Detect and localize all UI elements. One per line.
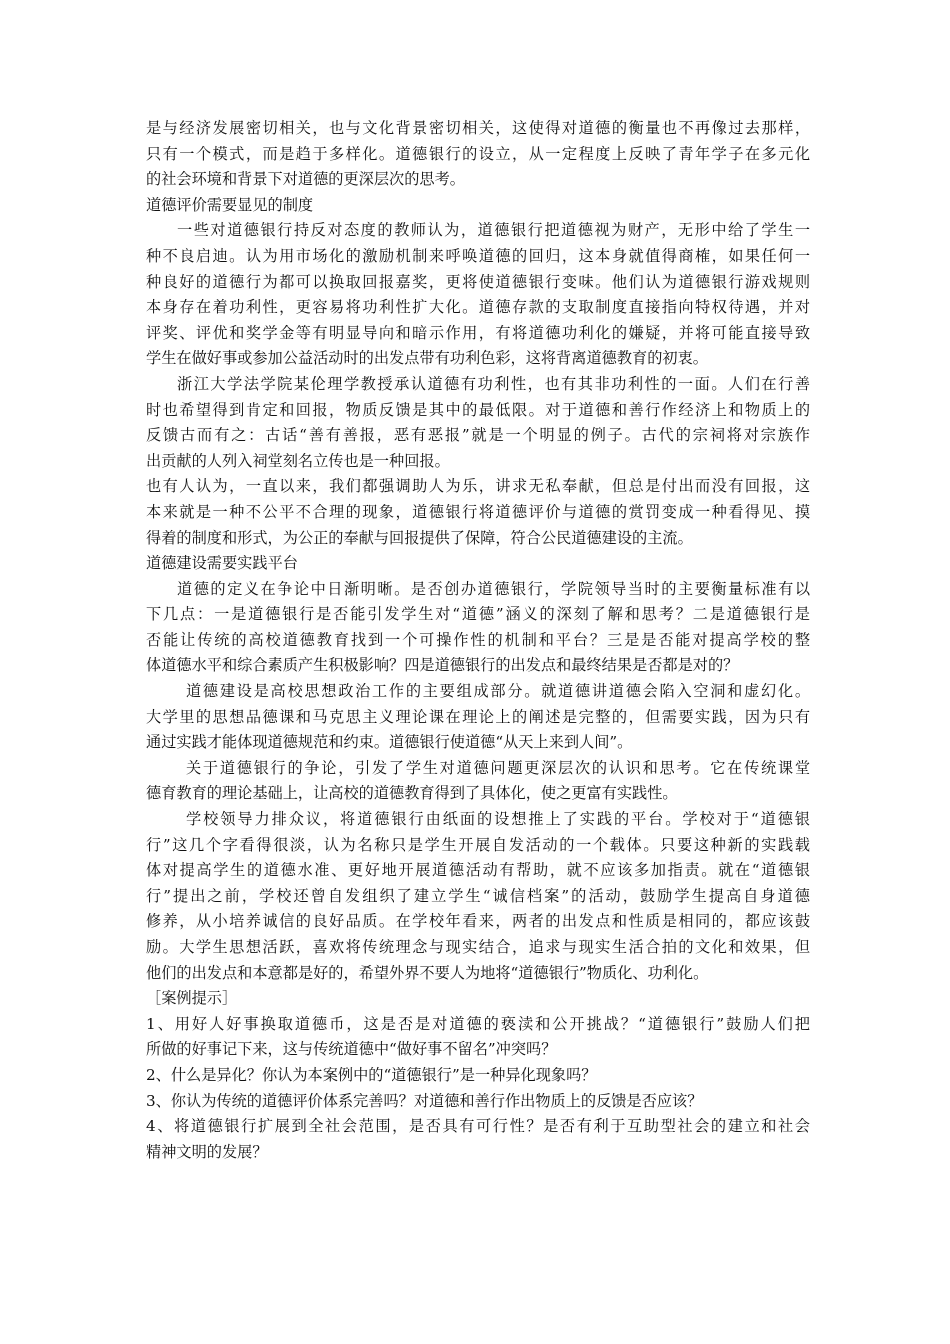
paragraph-7 — [146, 756, 810, 807]
text-line: 得着的制度和形式，为公正的奉献与回报提供了保障，符合公民道德建设的主流。 — [146, 528, 693, 547]
text-line: 种不良启迪。认为用市场化的激励机制来呼唤道德的回归，这本身就值得商榷，如果任何一 — [146, 246, 810, 265]
text-line: 学校领导力排众议，将道德银行由纸面的设想推上了实践的平台。学校对于“道德银 — [186, 810, 810, 829]
text-line: 本身存在着功利性，更容易将功利性扩大化。道德存款的支取制度直接指向特权待遇，并对 — [146, 298, 810, 317]
paragraph-3 — [146, 372, 810, 474]
case-heading: ［案例提示］ — [146, 989, 238, 1008]
text-line: 4、将道德银行扩展到全社会范围，是否具有可行性？是否有利于互助型社会的建立和社会 — [146, 1117, 810, 1136]
text-line: 所做的好事记下来，这与传统道德中“做好事不留名”冲突吗？ — [146, 1040, 557, 1059]
question-1 — [146, 1012, 810, 1063]
text-line: 一些对道德银行持反对态度的教师认为，道德银行把道德视为财产，无形中给了学生一 — [177, 221, 810, 240]
text-line: 大学里的思想品德课和马克思主义理论课在理论上的阐述是完整的，但需要实践，因为只有 — [146, 707, 810, 726]
text-line: 否能让传统的高校道德教育找到一个可操作性的机制和平台？三是是否能对提高学校的整 — [146, 630, 810, 649]
text-line: 体对提高学生的道德水准、更好地开展道德活动有帮助，就不应该多加指责。就在“道德银 — [146, 861, 810, 880]
text-line: 的社会环境和背景下对道德的更深层次的思考。 — [146, 170, 465, 189]
section-heading-1: 道德评价需要显见的制度 — [146, 195, 314, 214]
text-line: 只有一个模式，而是趋于多样化。道德银行的设立，从一定程度上反映了青年学子在多元化 — [146, 144, 810, 163]
question-2: 2、什么是异化？你认为本案例中的“道德银行”是一种异化现象吗？ — [146, 1065, 597, 1084]
document-body — [146, 116, 810, 1165]
question-3: 3、你认为传统的道德评价体系完善吗？对道德和善行作出物质上的反馈是否应该？ — [146, 1091, 703, 1110]
text-line: 通过实践才能体现道德规范和约束。道德银行使道德“从天上来到人间”。 — [146, 733, 633, 752]
text-line: 修养，从小培养诚信的良好品质。在学校年看来，两者的出发点和性质是相同的，都应该鼓 — [146, 912, 810, 931]
text-line: 精神文明的发展？ — [146, 1142, 268, 1161]
text-line: 本来就是一种不公平不合理的现象，道德银行将道德评价与道德的赏罚变成一种看得见、摸 — [146, 502, 810, 521]
text-line: 学生在做好事或参加公益活动时的出发点带有功利色彩，这将背离道德教育的初衷。 — [146, 349, 708, 368]
text-line: 是与经济发展密切相关，也与文化背景密切相关，这使得对道德的衡量也不再像过去那样， — [146, 119, 810, 137]
paragraph-4 — [146, 474, 810, 551]
text-line: 反馈古而有之：古话“善有善报，恶有恶报”就是一个明显的例子。古代的宗祠将对宗族作 — [146, 426, 810, 445]
text-line: 体道德水平和综合素质产生积极影响？四是道德银行的出发点和最终结果是否都是对的？ — [146, 656, 739, 675]
text-line: 行”这几个字看得很淡，认为名称只是学生开展自发活动的一个载体。只要这种新的实践载 — [146, 835, 810, 854]
text-line: 道德的定义在争论中日渐明晰。是否创办道德银行，学院领导当时的主要衡量标准有以 — [177, 579, 810, 598]
paragraph-8 — [146, 807, 810, 986]
text-line: 种良好的道德行为都可以换取回报嘉奖，更将使道德银行变味。他们认为道德银行游戏规则 — [146, 272, 810, 291]
question-4 — [146, 1114, 810, 1165]
section-heading-2: 道德建设需要实践平台 — [146, 554, 298, 573]
text-line: 出贡献的人列入祠堂刻名立传也是一种回报。 — [146, 451, 450, 470]
text-line: 也有人认为，一直以来，我们都强调助人为乐，讲求无私奉献，但总是付出而没有回报，这 — [146, 477, 810, 496]
paragraph-5 — [146, 577, 810, 679]
text-line: 道德建设是高校思想政治工作的主要组成部分。就道德讲道德会陷入空洞和虚幻化。 — [186, 682, 810, 701]
paragraph-6 — [146, 679, 810, 756]
text-line: 行”提出之前，学校还曾自发组织了建立学生“诚信档案”的活动，鼓励学生提高自身道德 — [146, 886, 810, 905]
paragraph-1 — [146, 116, 810, 193]
text-line: 时也希望得到肯定和回报，物质反馈是其中的最低限。对于道德和善行作经济上和物质上的 — [146, 400, 810, 419]
text-line: 励。大学生思想活跃，喜欢将传统理念与现实结合，追求与现实生活合拍的文化和效果，但 — [146, 938, 810, 956]
text-line: 评奖、评优和奖学金等有明显导向和暗示作用，有将道德功利化的嫌疑，并将可能直接导致 — [146, 323, 810, 342]
text-line: 下几点：一是道德银行是否能引发学生对“道德”涵义的深刻了解和思考？二是道德银行是 — [146, 605, 810, 624]
text-line: 他们的出发点和本意都是好的，希望外界不要人为地将“道德银行”物质化、功利化。 — [146, 963, 709, 982]
paragraph-2 — [146, 218, 810, 372]
text-line: 浙江大学法学院某伦理学教授承认道德有功利性，也有其非功利性的一面。人们在行善 — [177, 374, 810, 393]
text-line: 1、用好人好事换取道德币，这是否是对道德的亵渎和公开挑战？“道德银行”鼓励人们把 — [146, 1014, 810, 1033]
text-line: 德育教育的理论基础上，让高校的道德教育得到了具体化，使之更富有实践性。 — [146, 784, 678, 803]
text-line: 关于道德银行的争论，引发了学生对道德问题更深层次的认识和思考。它在传统课堂 — [186, 758, 810, 777]
